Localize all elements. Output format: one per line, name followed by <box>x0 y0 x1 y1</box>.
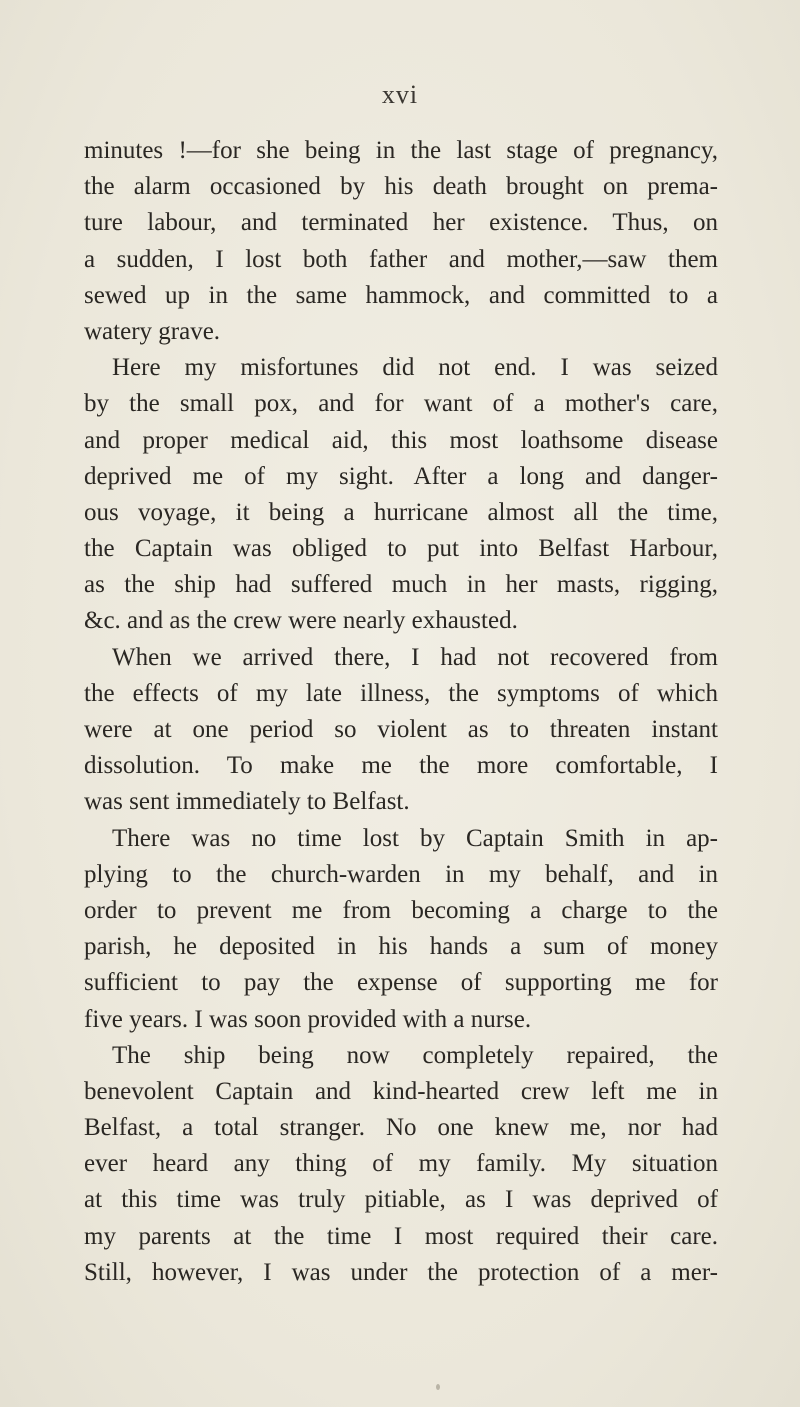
text-line: When we arrived there, I had not recovered from <box>112 643 718 671</box>
text-line: minutes !—for she being in the last stage of pregnancy, <box>84 137 718 164</box>
text-line: plying to the church-warden in my behalf, and in <box>84 860 718 888</box>
text-line: parish, he deposited in his hands a sum of money <box>84 933 718 961</box>
text-line: were at one period so violent as to threaten instant <box>84 716 718 743</box>
text-line: the alarm occasioned by his death brought on prema- <box>84 173 718 201</box>
text-line: sufficient to pay the expense of supporting me for <box>84 969 718 997</box>
text-line: Still, however, I was under the protection of a mer- <box>84 1258 718 1286</box>
text-line: by the small pox, and for want of a mother's care, <box>84 390 718 418</box>
text-line: order to prevent me from becoming a charge to the <box>84 896 718 924</box>
text-line: deprived me of my sight. After a long and danger- <box>84 462 718 490</box>
text-line: sewed up in the same hammock, and committed to a <box>84 281 718 309</box>
text-line: &c. and as the crew were nearly exhausted. <box>84 607 518 635</box>
page-number: xvi <box>381 80 419 109</box>
text-line: The ship being now completely repaired, the <box>112 1041 718 1069</box>
paper-speck <box>436 1384 440 1390</box>
text-line: Belfast, a total stranger. No one knew me, nor had <box>84 1114 718 1142</box>
text-line: the Captain was obliged to put into Belfast Harbour, <box>84 535 718 563</box>
text-line: ture labour, and terminated her existence. Thus, on <box>84 209 718 237</box>
text-line: was sent immediately to Belfast. <box>84 788 410 816</box>
text-line: as the ship had suffered much in her masts, rigging, <box>84 571 718 599</box>
text-line: dissolution. To make me the more comfortable, I <box>84 752 718 780</box>
text-line: ous voyage, it being a hurricane almost all the time, <box>84 498 718 526</box>
text-line: five years. I was soon provided with a nurse. <box>84 1005 532 1033</box>
text-line: ever heard any thing of my family. My situation <box>84 1150 718 1178</box>
text-line: the effects of my late illness, the symptoms of which <box>84 679 718 707</box>
text-line: watery grave. <box>84 317 221 345</box>
text-line: at this time was truly pitiable, as I was deprived of <box>84 1186 718 1214</box>
text-line: my parents at the time I most required their care. <box>84 1222 718 1250</box>
text-line: There was no time lost by Captain Smith in ap- <box>112 824 718 852</box>
text-line: Here my misfortunes did not end. I was seized <box>112 354 718 382</box>
text-line: benevolent Captain and kind-hearted crew left me in <box>84 1077 718 1105</box>
text-line: and proper medical aid, this most loathsome disease <box>84 426 718 454</box>
body-text <box>84 133 718 1291</box>
text-line: a sudden, I lost both father and mother,—saw them <box>84 245 718 273</box>
